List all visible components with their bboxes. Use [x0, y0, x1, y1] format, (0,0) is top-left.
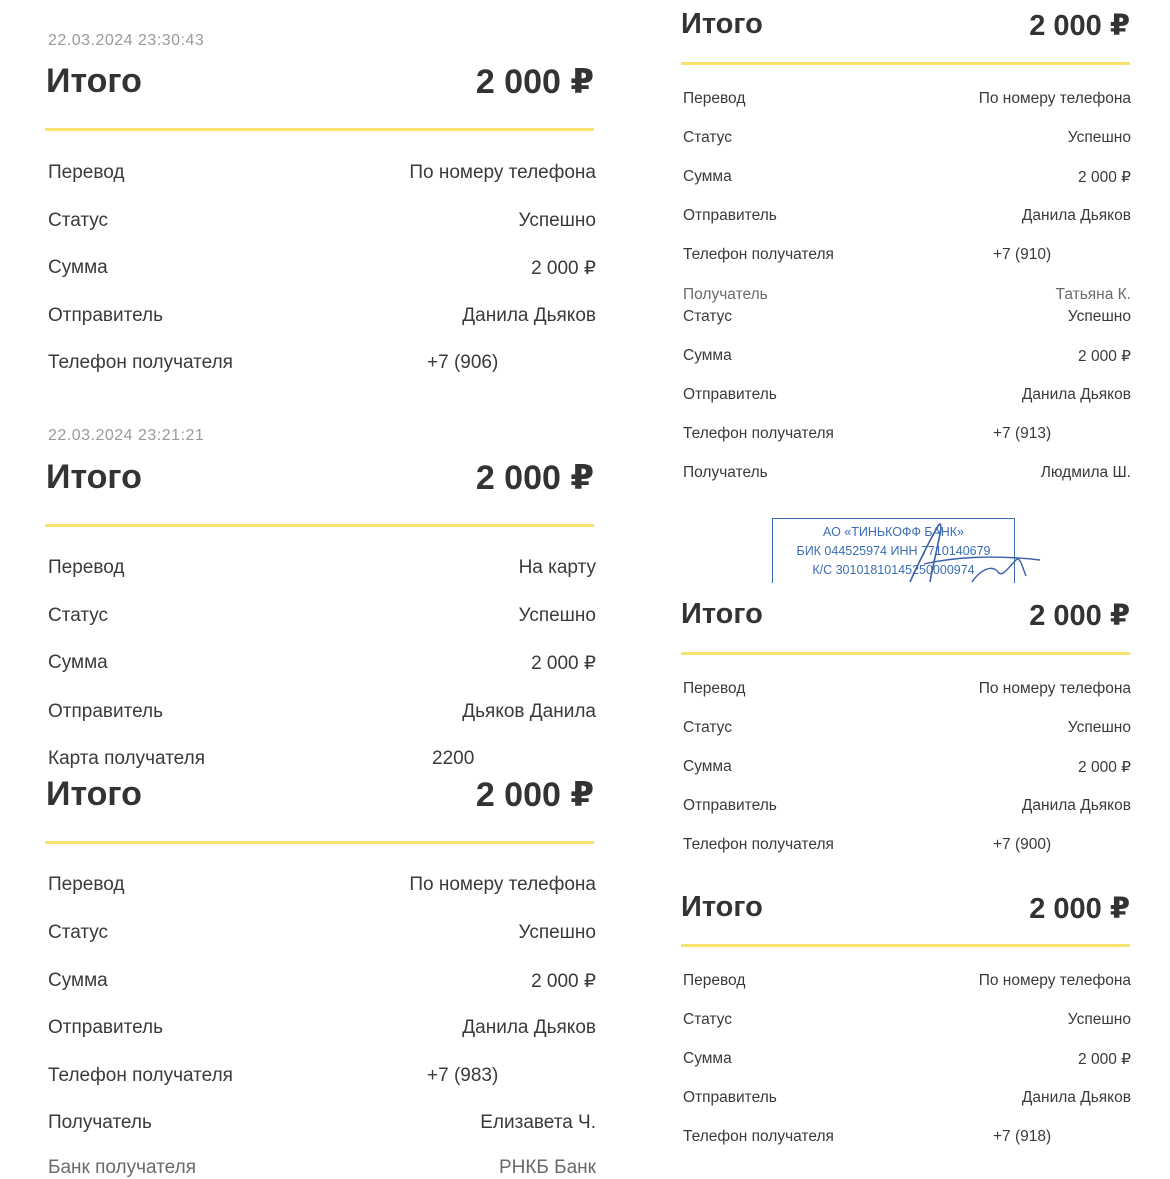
row-label-recipient-phone: Телефон получателя — [48, 1065, 233, 1086]
total-amount: 2 000 ₽ — [475, 63, 594, 101]
row-value-status: Успешно — [518, 210, 596, 231]
divider — [45, 841, 594, 844]
row-label-recipient: Получатель — [683, 286, 768, 303]
row-value-status: Успешно — [1067, 129, 1131, 146]
total-amount: 2 000 ₽ — [475, 776, 594, 814]
row-value-transfer: По номеру телефона — [978, 90, 1131, 107]
row-label-recipient-phone: Телефон получателя — [683, 425, 834, 442]
row-label-status: Статус — [683, 129, 732, 146]
divider — [681, 944, 1130, 947]
seam — [660, 586, 1170, 596]
row-value-recipient-phone: +7 (913) — [993, 425, 1052, 442]
row-label-recipient-phone: Телефон получателя — [48, 352, 233, 373]
row-label-sender: Отправитель — [683, 207, 777, 224]
row-value-status: Успешно — [1067, 1011, 1131, 1028]
total-label: Итого — [46, 775, 142, 813]
total-amount: 2 000 ₽ — [1029, 893, 1130, 925]
row-value-recipient-phone: +7 (910) — [993, 246, 1052, 263]
row-value-sender: Данила Дьяков — [1021, 207, 1131, 224]
row-label-sender: Отправитель — [683, 386, 777, 403]
row-value-transfer: На карту — [518, 557, 596, 578]
row-label-transfer: Перевод — [683, 680, 746, 697]
row-value-sender: Данила Дьяков — [1021, 797, 1131, 814]
row-value-status: Успешно — [518, 922, 596, 943]
total-label: Итого — [681, 891, 763, 923]
row-value-recipient: Людмила Ш. — [1040, 464, 1131, 481]
row-value-status: Успешно — [518, 605, 596, 626]
cut-row-fragment — [683, 580, 803, 584]
row-value-recipient-bank: РНКБ Банк — [498, 1157, 596, 1178]
row-label-sender: Отправитель — [48, 701, 164, 722]
row-value-transfer: По номеру телефона — [978, 972, 1131, 989]
row-value-amount: 2 000 ₽ — [531, 971, 596, 992]
row-value-transfer: По номеру телефона — [409, 162, 596, 183]
row-label-transfer: Перевод — [48, 557, 125, 578]
row-label-status: Статус — [48, 210, 109, 231]
row-value-recipient-phone: +7 (906) — [427, 352, 499, 373]
row-value-recipient-phone: +7 (900) — [993, 836, 1052, 853]
row-label-status: Статус — [48, 922, 109, 943]
row-value-status: Успешно — [1067, 719, 1131, 736]
row-label-recipient-card: Карта получателя — [48, 748, 205, 769]
row-label-amount: Сумма — [683, 168, 732, 185]
row-value-sender: Дьяков Данила — [462, 701, 596, 722]
total-amount: 2 000 ₽ — [1029, 10, 1130, 42]
divider — [45, 524, 594, 527]
row-label-recipient-phone: Телефон получателя — [683, 1128, 834, 1145]
signature-icon — [880, 520, 1050, 586]
receipt-date: 22.03.2024 23:21:21 — [48, 427, 205, 444]
row-value-amount: 2 000 ₽ — [1078, 348, 1131, 365]
divider — [45, 128, 594, 131]
row-label-recipient-phone: Телефон получателя — [683, 836, 834, 853]
row-label-amount: Сумма — [48, 257, 108, 278]
row-value-status: Успешно — [1067, 308, 1131, 325]
row-label-transfer: Перевод — [48, 162, 125, 183]
stamp-line-ks: К/С 30101810145250000974 — [812, 563, 975, 577]
row-label-sender: Отправитель — [683, 797, 777, 814]
row-value-amount: 2 000 ₽ — [531, 653, 596, 674]
stamp-line-bank: АО «ТИНЬКОФФ БАНК» — [823, 525, 964, 539]
row-label-status: Статус — [683, 1011, 732, 1028]
row-label-status: Статус — [48, 605, 109, 626]
divider — [681, 652, 1130, 655]
row-label-status: Статус — [683, 719, 732, 736]
row-label-transfer: Перевод — [48, 874, 125, 895]
row-label-transfer: Перевод — [683, 972, 746, 989]
row-value-sender: Данила Дьяков — [462, 305, 596, 326]
row-value-amount: 2 000 ₽ — [1078, 169, 1131, 186]
row-value-sender: Данила Дьяков — [1021, 1089, 1131, 1106]
stamp-line-bik-inn: БИК 044525974 ИНН 7710140679 — [796, 544, 991, 558]
row-value-amount: 2 000 ₽ — [1078, 1051, 1131, 1068]
row-label-recipient: Получатель — [683, 464, 768, 481]
row-value-sender: Данила Дьяков — [1021, 386, 1131, 403]
divider — [681, 62, 1130, 65]
row-label-status: Статус — [683, 308, 732, 325]
total-amount: 2 000 ₽ — [1029, 600, 1130, 632]
row-label-amount: Сумма — [48, 652, 108, 673]
row-value-transfer: По номеру телефона — [978, 680, 1131, 697]
row-value-recipient-phone: +7 (918) — [993, 1128, 1052, 1145]
row-value-recipient: Татьяна К. — [1055, 286, 1131, 303]
receipt-date: 22.03.2024 23:30:43 — [48, 32, 205, 49]
row-value-recipient: Елизавета Ч. — [480, 1112, 596, 1133]
row-label-sender: Отправитель — [48, 305, 164, 326]
row-label-sender: Отправитель — [683, 1089, 777, 1106]
row-value-recipient-card: 2200 — [432, 748, 475, 769]
row-value-amount: 2 000 ₽ — [531, 258, 596, 279]
total-label: Итого — [46, 458, 142, 496]
row-value-transfer: По номеру телефона — [409, 874, 596, 895]
total-label: Итого — [46, 62, 142, 100]
row-value-recipient-phone: +7 (983) — [427, 1065, 499, 1086]
row-label-amount: Сумма — [48, 970, 108, 991]
row-label-amount: Сумма — [683, 758, 732, 775]
total-label: Итого — [681, 598, 763, 630]
row-label-recipient-bank: Банк получателя — [48, 1157, 196, 1178]
row-value-sender: Данила Дьяков — [462, 1017, 596, 1038]
row-label-sender: Отправитель — [48, 1017, 164, 1038]
row-label-transfer: Перевод — [683, 90, 746, 107]
row-label-amount: Сумма — [683, 347, 732, 364]
total-label: Итого — [681, 8, 763, 40]
row-value-amount: 2 000 ₽ — [1078, 759, 1131, 776]
row-label-recipient: Получатель — [48, 1112, 152, 1133]
row-label-amount: Сумма — [683, 1050, 732, 1067]
total-amount: 2 000 ₽ — [475, 459, 594, 497]
row-label-recipient-phone: Телефон получателя — [683, 246, 834, 263]
